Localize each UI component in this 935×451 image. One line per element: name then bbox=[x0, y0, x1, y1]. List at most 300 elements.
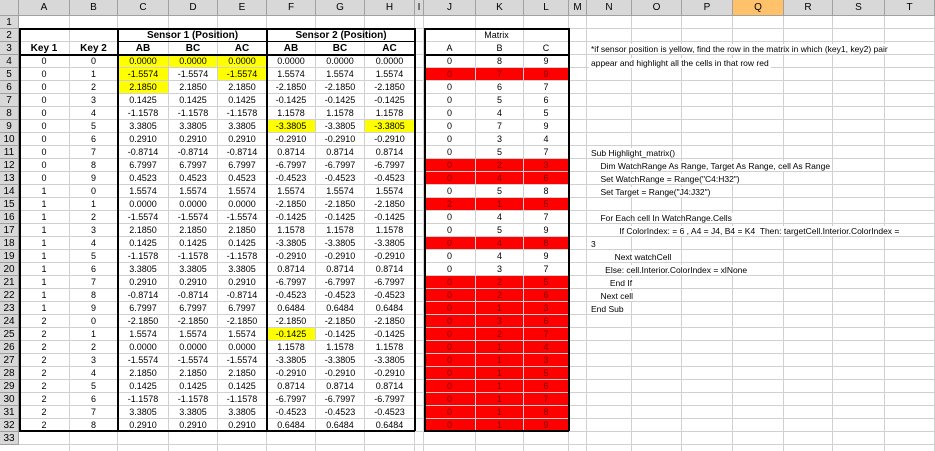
sensor-value-cell[interactable]: 0.0000 bbox=[169, 55, 217, 67]
key2-cell[interactable]: 0 bbox=[90, 186, 96, 196]
matrix-value-cell[interactable]: 5 bbox=[496, 147, 502, 157]
sensor-value-cell[interactable]: -0.1425 bbox=[267, 328, 315, 340]
matrix-value-cell[interactable]: 7 bbox=[543, 82, 549, 92]
column-header-p[interactable]: P bbox=[682, 0, 733, 16]
key1-cell[interactable]: 2 bbox=[41, 407, 47, 417]
row-header-19[interactable]: 19 bbox=[0, 250, 19, 263]
sensor-value-cell[interactable]: 0.2910 bbox=[228, 277, 256, 287]
sensor-value-cell[interactable]: 1.5574 bbox=[228, 186, 256, 196]
column-header-o[interactable]: O bbox=[632, 0, 682, 16]
key2-cell[interactable]: 8 bbox=[90, 160, 96, 170]
sensor-value-cell[interactable]: 0.0000 bbox=[129, 199, 157, 209]
column-header-q[interactable]: Q bbox=[733, 0, 784, 16]
matrix-value-cell[interactable]: 1 bbox=[476, 393, 523, 405]
sensor-value-cell[interactable]: 1.1578 bbox=[326, 342, 354, 352]
sensor-value-cell[interactable]: -0.2910 bbox=[324, 134, 356, 144]
column-header-k[interactable]: K bbox=[476, 0, 524, 16]
sensor-value-cell[interactable]: 0.4523 bbox=[228, 173, 256, 183]
matrix-value-cell[interactable]: 4 bbox=[496, 251, 502, 261]
sensor-value-cell[interactable]: -6.7997 bbox=[275, 277, 307, 287]
matrix-value-cell[interactable]: 0 bbox=[424, 406, 475, 418]
sensor-value-cell[interactable]: -1.1578 bbox=[127, 251, 159, 261]
sensor-value-cell[interactable]: 0.1425 bbox=[228, 95, 256, 105]
key1-cell[interactable]: 2 bbox=[41, 381, 47, 391]
sensor-col-header[interactable]: BC bbox=[185, 42, 201, 54]
sensor-value-cell[interactable]: 0.8714 bbox=[375, 381, 404, 391]
matrix-value-cell[interactable]: 6 bbox=[524, 315, 568, 327]
sensor-value-cell[interactable]: 0.1425 bbox=[129, 238, 157, 248]
matrix-value-cell[interactable]: 2 bbox=[476, 159, 523, 171]
matrix-value-cell[interactable]: 3 bbox=[524, 159, 568, 171]
matrix-value-cell[interactable]: 3 bbox=[524, 302, 568, 314]
key2-cell[interactable]: 4 bbox=[90, 238, 96, 248]
matrix-value-cell[interactable]: 9 bbox=[543, 225, 549, 235]
matrix-value-cell[interactable]: 0 bbox=[446, 95, 452, 105]
sensor-value-cell[interactable]: 0.6484 bbox=[326, 303, 354, 313]
matrix-value-cell[interactable]: 6 bbox=[524, 172, 568, 184]
sensor-value-cell[interactable]: 0.0000 bbox=[179, 199, 207, 209]
key2-cell[interactable]: 0 bbox=[90, 316, 96, 326]
sensor-value-cell[interactable]: -1.5574 bbox=[127, 212, 159, 222]
matrix-value-cell[interactable]: 2 bbox=[476, 276, 523, 288]
matrix-value-cell[interactable]: 3 bbox=[476, 315, 523, 327]
key2-cell[interactable]: 2 bbox=[90, 212, 96, 222]
sensor-value-cell[interactable]: -3.3805 bbox=[275, 355, 307, 365]
sensor2-header[interactable]: Sensor 2 (Position) bbox=[295, 29, 387, 41]
sensor-value-cell[interactable]: -0.2910 bbox=[324, 251, 356, 261]
sensor-value-cell[interactable]: -0.2910 bbox=[374, 251, 405, 261]
key2-cell[interactable]: 3 bbox=[90, 355, 96, 365]
key2-cell[interactable]: 5 bbox=[90, 251, 96, 261]
matrix-value-cell[interactable]: 0 bbox=[446, 264, 452, 274]
sensor-value-cell[interactable]: -6.7997 bbox=[324, 394, 356, 404]
matrix-value-cell[interactable]: 7 bbox=[543, 264, 549, 274]
sensor-value-cell[interactable]: -1.1578 bbox=[226, 251, 258, 261]
sensor-value-cell[interactable]: 0.1425 bbox=[179, 381, 207, 391]
sensor-value-cell[interactable]: -0.2910 bbox=[324, 368, 356, 378]
key1-cell[interactable]: 0 bbox=[41, 173, 47, 183]
matrix-value-cell[interactable]: 6 bbox=[543, 95, 549, 105]
matrix-value-cell[interactable]: 0 bbox=[446, 186, 452, 196]
sensor-value-cell[interactable]: 3.3805 bbox=[179, 121, 207, 131]
sensor-value-cell[interactable]: 0.2910 bbox=[129, 420, 157, 430]
matrix-value-cell[interactable]: 6 bbox=[524, 380, 568, 392]
sensor-value-cell[interactable]: 1.5574 bbox=[129, 329, 157, 339]
sensor-value-cell[interactable]: 0.1425 bbox=[179, 238, 207, 248]
sensor1-header[interactable]: Sensor 1 (Position) bbox=[146, 29, 239, 41]
column-header-m[interactable]: M bbox=[569, 0, 587, 16]
key1-cell[interactable]: 1 bbox=[41, 303, 47, 313]
sensor-value-cell[interactable]: 0.8714 bbox=[277, 147, 305, 157]
sensor-value-cell[interactable]: 2.1850 bbox=[118, 81, 168, 93]
row-header-4[interactable]: 4 bbox=[0, 55, 19, 68]
sensor-value-cell[interactable]: -0.1425 bbox=[324, 95, 356, 105]
sensor-value-cell[interactable]: -2.1850 bbox=[275, 199, 307, 209]
matrix-value-cell[interactable]: 0 bbox=[446, 108, 452, 118]
row-header-13[interactable]: 13 bbox=[0, 172, 19, 185]
sensor-value-cell[interactable]: -6.7997 bbox=[275, 394, 307, 404]
row-header-23[interactable]: 23 bbox=[0, 302, 19, 315]
sensor-value-cell[interactable]: 0.6484 bbox=[277, 420, 305, 430]
sensor-value-cell[interactable]: 0.2910 bbox=[228, 420, 256, 430]
sensor-value-cell[interactable]: -1.1578 bbox=[226, 108, 258, 118]
key1-cell[interactable]: 0 bbox=[41, 56, 47, 66]
sensor-value-cell[interactable]: 3.3805 bbox=[129, 264, 157, 274]
sensor-value-cell[interactable]: 2.1850 bbox=[179, 82, 207, 92]
key1-cell[interactable]: 0 bbox=[41, 147, 47, 157]
sensor-value-cell[interactable]: -0.4523 bbox=[374, 407, 405, 417]
sensor-value-cell[interactable]: -0.8714 bbox=[127, 147, 159, 157]
sensor-value-cell[interactable]: 0.8714 bbox=[375, 264, 404, 274]
sensor-value-cell[interactable]: -0.2910 bbox=[374, 134, 405, 144]
sensor-value-cell[interactable]: -3.3805 bbox=[374, 355, 405, 365]
key2-cell[interactable]: 1 bbox=[90, 199, 96, 209]
matrix-value-cell[interactable]: 4 bbox=[496, 108, 502, 118]
matrix-value-cell[interactable]: 9 bbox=[524, 419, 568, 431]
sensor-value-cell[interactable]: 6.7997 bbox=[179, 303, 207, 313]
column-header-h[interactable]: H bbox=[365, 0, 415, 16]
sensor-value-cell[interactable]: -0.1425 bbox=[324, 212, 356, 222]
sensor-value-cell[interactable]: -0.1425 bbox=[275, 95, 307, 105]
sensor-value-cell[interactable]: -0.8714 bbox=[177, 147, 209, 157]
sensor-value-cell[interactable]: -1.1578 bbox=[127, 108, 159, 118]
sensor-col-header[interactable]: AC bbox=[382, 42, 397, 54]
column-header-a[interactable]: A bbox=[19, 0, 70, 16]
key1-cell[interactable]: 1 bbox=[41, 277, 47, 287]
matrix-value-cell[interactable]: 4 bbox=[496, 212, 502, 222]
sensor-value-cell[interactable]: 6.7997 bbox=[228, 303, 256, 313]
key1-cell[interactable]: 2 bbox=[41, 329, 47, 339]
sensor-value-cell[interactable]: -1.5574 bbox=[226, 212, 258, 222]
sensor-value-cell[interactable]: -3.3805 bbox=[374, 238, 405, 248]
key2-cell[interactable]: 5 bbox=[90, 381, 96, 391]
key1-cell[interactable]: 0 bbox=[41, 95, 47, 105]
key1-cell[interactable]: 1 bbox=[41, 251, 47, 261]
column-header-g[interactable]: G bbox=[316, 0, 365, 16]
row-header-17[interactable]: 17 bbox=[0, 224, 19, 237]
sensor-value-cell[interactable]: 0.2910 bbox=[179, 277, 207, 287]
sensor-value-cell[interactable]: 3.3805 bbox=[179, 264, 207, 274]
sensor-value-cell[interactable]: -3.3805 bbox=[267, 120, 315, 132]
row-header-20[interactable]: 20 bbox=[0, 263, 19, 276]
row-header-5[interactable]: 5 bbox=[0, 68, 19, 81]
key2-cell[interactable]: 7 bbox=[90, 277, 96, 287]
sensor-value-cell[interactable]: 0.4523 bbox=[179, 173, 207, 183]
sensor-value-cell[interactable]: -2.1850 bbox=[324, 82, 356, 92]
sensor-value-cell[interactable]: -6.7997 bbox=[324, 160, 356, 170]
matrix-value-cell[interactable]: 9 bbox=[543, 56, 549, 66]
key2-cell[interactable]: 1 bbox=[90, 329, 96, 339]
sensor-value-cell[interactable]: -2.1850 bbox=[374, 199, 405, 209]
matrix-value-cell[interactable]: 0 bbox=[424, 302, 475, 314]
sensor-value-cell[interactable]: -6.7997 bbox=[275, 160, 307, 170]
column-header-t[interactable]: T bbox=[885, 0, 935, 16]
select-all-corner[interactable] bbox=[0, 0, 19, 16]
sensor-value-cell[interactable]: 1.1578 bbox=[375, 225, 404, 235]
sensor-value-cell[interactable]: 3.3805 bbox=[129, 121, 157, 131]
key1-cell[interactable]: 1 bbox=[41, 264, 47, 274]
row-header-29[interactable]: 29 bbox=[0, 380, 19, 393]
sensor-value-cell[interactable]: 1.5574 bbox=[326, 186, 354, 196]
matrix-value-cell[interactable]: 4 bbox=[524, 341, 568, 353]
sensor-value-cell[interactable]: 0.0000 bbox=[129, 342, 157, 352]
matrix-value-cell[interactable]: 1 bbox=[476, 419, 523, 431]
matrix-value-cell[interactable]: 8 bbox=[543, 186, 549, 196]
key2-cell[interactable]: 7 bbox=[90, 407, 96, 417]
sensor-value-cell[interactable]: -0.2910 bbox=[275, 134, 307, 144]
matrix-value-cell[interactable]: 0 bbox=[446, 121, 452, 131]
sensor-value-cell[interactable]: 0.8714 bbox=[326, 264, 354, 274]
row-header-14[interactable]: 14 bbox=[0, 185, 19, 198]
matrix-value-cell[interactable]: 5 bbox=[496, 95, 502, 105]
sensor-value-cell[interactable]: -2.1850 bbox=[374, 316, 405, 326]
sensor-value-cell[interactable]: -3.3805 bbox=[324, 121, 356, 131]
sensor-value-cell[interactable]: -1.1578 bbox=[177, 108, 209, 118]
matrix-value-cell[interactable]: 8 bbox=[496, 56, 502, 66]
matrix-value-cell[interactable]: 0 bbox=[446, 56, 452, 66]
sensor-value-cell[interactable]: 1.5574 bbox=[179, 186, 207, 196]
sensor-value-cell[interactable]: 0.0000 bbox=[277, 56, 305, 66]
sensor-value-cell[interactable]: 0.0000 bbox=[375, 56, 404, 66]
key2-cell[interactable]: 2 bbox=[90, 82, 96, 92]
key1-cell[interactable]: 1 bbox=[41, 290, 47, 300]
sensor-value-cell[interactable]: -0.4523 bbox=[374, 290, 405, 300]
matrix-value-cell[interactable]: 0 bbox=[424, 328, 475, 340]
sensor-value-cell[interactable]: 0.8714 bbox=[375, 147, 404, 157]
sensor-value-cell[interactable]: 3.3805 bbox=[228, 264, 256, 274]
key2-cell[interactable]: 4 bbox=[90, 368, 96, 378]
sensor-value-cell[interactable]: -2.1850 bbox=[275, 82, 307, 92]
row-header-3[interactable]: 3 bbox=[0, 42, 19, 55]
sensor-value-cell[interactable]: 0.2910 bbox=[179, 134, 207, 144]
row-header-30[interactable]: 30 bbox=[0, 393, 19, 406]
sensor-value-cell[interactable]: 0.8714 bbox=[277, 264, 305, 274]
matrix-value-cell[interactable]: 5 bbox=[524, 367, 568, 379]
sensor-value-cell[interactable]: 6.7997 bbox=[129, 303, 157, 313]
sensor-value-cell[interactable]: 0.0000 bbox=[218, 55, 266, 67]
row-header-33[interactable]: 33 bbox=[0, 432, 19, 445]
matrix-col-header[interactable]: B bbox=[496, 43, 503, 53]
sensor-value-cell[interactable]: -0.4523 bbox=[324, 173, 356, 183]
matrix-value-cell[interactable]: 0 bbox=[424, 341, 475, 353]
sensor-value-cell[interactable]: -0.1425 bbox=[374, 329, 405, 339]
sensor-value-cell[interactable]: -0.1425 bbox=[275, 212, 307, 222]
sensor-value-cell[interactable]: 3.3805 bbox=[179, 407, 207, 417]
sensor-value-cell[interactable]: 0.0000 bbox=[179, 342, 207, 352]
matrix-value-cell[interactable]: 0 bbox=[446, 212, 452, 222]
matrix-value-cell[interactable]: 0 bbox=[424, 276, 475, 288]
sensor-value-cell[interactable]: -1.1578 bbox=[226, 394, 258, 404]
sensor-value-cell[interactable]: 0.1425 bbox=[228, 238, 256, 248]
matrix-value-cell[interactable]: 7 bbox=[496, 121, 502, 131]
matrix-value-cell[interactable]: 0 bbox=[424, 315, 475, 327]
sensor-value-cell[interactable]: -1.5574 bbox=[177, 212, 209, 222]
sensor-value-cell[interactable]: -2.1850 bbox=[324, 199, 356, 209]
matrix-value-cell[interactable]: 1 bbox=[476, 380, 523, 392]
key1-cell[interactable]: 2 bbox=[41, 316, 47, 326]
sensor-value-cell[interactable]: 0.0000 bbox=[326, 56, 354, 66]
key2-cell[interactable]: 9 bbox=[90, 173, 96, 183]
sensor-value-cell[interactable]: -0.4523 bbox=[324, 290, 356, 300]
sensor-value-cell[interactable]: -1.5574 bbox=[226, 355, 258, 365]
matrix-value-cell[interactable]: 7 bbox=[543, 212, 549, 222]
sensor-value-cell[interactable]: -0.1425 bbox=[324, 329, 356, 339]
sensor-value-cell[interactable]: 2.1850 bbox=[129, 225, 157, 235]
sensor-value-cell[interactable]: -3.3805 bbox=[275, 238, 307, 248]
sensor-value-cell[interactable]: 0.2910 bbox=[129, 134, 157, 144]
sensor-value-cell[interactable]: -0.8714 bbox=[226, 147, 258, 157]
matrix-value-cell[interactable]: 0 bbox=[424, 393, 475, 405]
key2-cell[interactable]: 7 bbox=[90, 147, 96, 157]
matrix-value-cell[interactable]: 5 bbox=[543, 108, 549, 118]
sensor-value-cell[interactable]: 1.1578 bbox=[277, 225, 305, 235]
key1-cell[interactable]: 0 bbox=[41, 69, 47, 79]
matrix-col-header[interactable]: A bbox=[446, 43, 453, 53]
row-header-22[interactable]: 22 bbox=[0, 289, 19, 302]
key1-cell[interactable]: 1 bbox=[41, 238, 47, 248]
matrix-value-cell[interactable]: 9 bbox=[524, 68, 568, 80]
row-header-16[interactable]: 16 bbox=[0, 211, 19, 224]
sensor-value-cell[interactable]: -1.1578 bbox=[177, 394, 209, 404]
row-header-8[interactable]: 8 bbox=[0, 107, 19, 120]
key2-header[interactable]: Key 2 bbox=[80, 42, 107, 54]
sensor-value-cell[interactable]: -3.3805 bbox=[324, 355, 356, 365]
matrix-value-cell[interactable]: 7 bbox=[524, 328, 568, 340]
matrix-value-cell[interactable]: 5 bbox=[524, 198, 568, 210]
sensor-value-cell[interactable]: 1.1578 bbox=[326, 225, 354, 235]
sensor-value-cell[interactable]: 0.1425 bbox=[129, 381, 157, 391]
sensor-col-header[interactable]: AC bbox=[234, 42, 250, 54]
matrix-value-cell[interactable]: 2 bbox=[424, 198, 475, 210]
sensor-value-cell[interactable]: -2.1850 bbox=[324, 316, 356, 326]
matrix-value-cell[interactable]: 0 bbox=[424, 237, 475, 249]
sensor-value-cell[interactable]: 1.5574 bbox=[375, 69, 404, 79]
matrix-value-cell[interactable]: 0 bbox=[446, 147, 452, 157]
matrix-value-cell[interactable]: 6 bbox=[524, 289, 568, 301]
row-header-9[interactable]: 9 bbox=[0, 120, 19, 133]
sensor-value-cell[interactable]: 0.8714 bbox=[326, 381, 354, 391]
matrix-value-cell[interactable]: 0 bbox=[424, 289, 475, 301]
sensor-value-cell[interactable]: 0.1425 bbox=[228, 381, 256, 391]
sensor-value-cell[interactable]: 1.1578 bbox=[375, 342, 404, 352]
matrix-value-cell[interactable]: 4 bbox=[543, 134, 549, 144]
key1-header[interactable]: Key 1 bbox=[30, 42, 58, 54]
key1-cell[interactable]: 2 bbox=[41, 342, 47, 352]
sensor-value-cell[interactable]: 0.8714 bbox=[277, 381, 305, 391]
row-header-28[interactable]: 28 bbox=[0, 367, 19, 380]
matrix-value-cell[interactable]: 9 bbox=[543, 121, 549, 131]
sensor-value-cell[interactable]: 1.5574 bbox=[277, 69, 305, 79]
row-header-2[interactable]: 2 bbox=[0, 29, 19, 42]
key2-cell[interactable]: 0 bbox=[90, 56, 96, 66]
sensor-value-cell[interactable]: -0.4523 bbox=[275, 407, 307, 417]
sensor-value-cell[interactable]: 2.1850 bbox=[228, 368, 256, 378]
matrix-value-cell[interactable]: 0 bbox=[424, 380, 475, 392]
sensor-value-cell[interactable]: 1.5574 bbox=[277, 186, 305, 196]
sensor-value-cell[interactable]: -0.4523 bbox=[324, 407, 356, 417]
sensor-value-cell[interactable]: 0.0000 bbox=[228, 199, 256, 209]
sensor-value-cell[interactable]: -0.1425 bbox=[374, 95, 405, 105]
key1-cell[interactable]: 1 bbox=[41, 186, 47, 196]
row-header-31[interactable]: 31 bbox=[0, 406, 19, 419]
key1-cell[interactable]: 2 bbox=[41, 420, 47, 430]
matrix-value-cell[interactable]: 4 bbox=[476, 172, 523, 184]
row-header-1[interactable]: 1 bbox=[0, 16, 19, 29]
key1-cell[interactable]: 2 bbox=[41, 368, 47, 378]
sensor-value-cell[interactable]: 0.2910 bbox=[228, 134, 256, 144]
matrix-value-cell[interactable]: 0 bbox=[424, 159, 475, 171]
matrix-value-cell[interactable]: 0 bbox=[446, 251, 452, 261]
sensor-value-cell[interactable]: -2.1850 bbox=[275, 316, 307, 326]
sensor-value-cell[interactable]: -0.2910 bbox=[374, 368, 405, 378]
sensor-value-cell[interactable]: -6.7997 bbox=[374, 277, 405, 287]
matrix-value-cell[interactable]: 1 bbox=[476, 354, 523, 366]
sensor-value-cell[interactable]: 0.6484 bbox=[375, 303, 404, 313]
sensor-value-cell[interactable]: 1.1578 bbox=[326, 108, 354, 118]
matrix-col-header[interactable]: C bbox=[542, 43, 550, 53]
sensor-value-cell[interactable]: 0.2910 bbox=[179, 420, 207, 430]
sensor-value-cell[interactable]: 2.1850 bbox=[179, 368, 207, 378]
sensor-value-cell[interactable]: -1.5574 bbox=[218, 68, 266, 80]
matrix-value-cell[interactable]: 0 bbox=[424, 68, 475, 80]
sensor-value-cell[interactable]: -2.1850 bbox=[127, 316, 159, 326]
sensor-value-cell[interactable]: -6.7997 bbox=[374, 160, 405, 170]
column-header-r[interactable]: R bbox=[784, 0, 833, 16]
sensor-value-cell[interactable]: 1.1578 bbox=[277, 342, 305, 352]
column-header-e[interactable]: E bbox=[218, 0, 267, 16]
row-header-12[interactable]: 12 bbox=[0, 159, 19, 172]
matrix-value-cell[interactable]: 3 bbox=[524, 354, 568, 366]
column-header-f[interactable]: F bbox=[267, 0, 316, 16]
sensor-value-cell[interactable]: 6.7997 bbox=[179, 160, 207, 170]
matrix-value-cell[interactable]: 5 bbox=[496, 225, 502, 235]
sensor-value-cell[interactable]: -0.2910 bbox=[275, 368, 307, 378]
column-header-l[interactable]: L bbox=[524, 0, 569, 16]
sensor-value-cell[interactable]: -1.5574 bbox=[177, 355, 209, 365]
key1-cell[interactable]: 0 bbox=[41, 134, 47, 144]
matrix-value-cell[interactable]: 0 bbox=[424, 367, 475, 379]
row-header-11[interactable]: 11 bbox=[0, 146, 19, 159]
matrix-value-cell[interactable]: 0 bbox=[424, 172, 475, 184]
sensor-value-cell[interactable]: 0.1425 bbox=[179, 95, 207, 105]
row-header-24[interactable]: 24 bbox=[0, 315, 19, 328]
key1-cell[interactable]: 0 bbox=[41, 121, 47, 131]
sensor-col-header[interactable]: AB bbox=[135, 42, 151, 54]
sensor-value-cell[interactable]: 0.6484 bbox=[277, 303, 305, 313]
row-header-10[interactable]: 10 bbox=[0, 133, 19, 146]
sensor-value-cell[interactable]: -6.7997 bbox=[374, 394, 405, 404]
matrix-value-cell[interactable]: 8 bbox=[524, 237, 568, 249]
sensor-value-cell[interactable]: -1.1578 bbox=[177, 251, 209, 261]
column-header-j[interactable]: J bbox=[424, 0, 476, 16]
column-header-c[interactable]: C bbox=[118, 0, 169, 16]
key2-cell[interactable]: 1 bbox=[90, 69, 96, 79]
sensor-value-cell[interactable]: 0.0000 bbox=[228, 342, 256, 352]
matrix-value-cell[interactable]: 7 bbox=[543, 147, 549, 157]
sensor-value-cell[interactable]: 3.3805 bbox=[129, 407, 157, 417]
matrix-value-cell[interactable]: 9 bbox=[543, 251, 549, 261]
sensor-value-cell[interactable]: -0.1425 bbox=[374, 212, 405, 222]
sensor-value-cell[interactable]: 1.1578 bbox=[375, 108, 404, 118]
sensor-value-cell[interactable]: 1.5574 bbox=[129, 186, 157, 196]
sensor-value-cell[interactable]: -1.5574 bbox=[177, 69, 209, 79]
matrix-value-cell[interactable]: 5 bbox=[496, 186, 502, 196]
key2-cell[interactable]: 4 bbox=[90, 108, 96, 118]
matrix-value-cell[interactable]: 0 bbox=[446, 134, 452, 144]
sensor-value-cell[interactable]: 6.7997 bbox=[129, 160, 157, 170]
matrix-value-cell[interactable]: 1 bbox=[476, 406, 523, 418]
key1-cell[interactable]: 0 bbox=[41, 160, 47, 170]
